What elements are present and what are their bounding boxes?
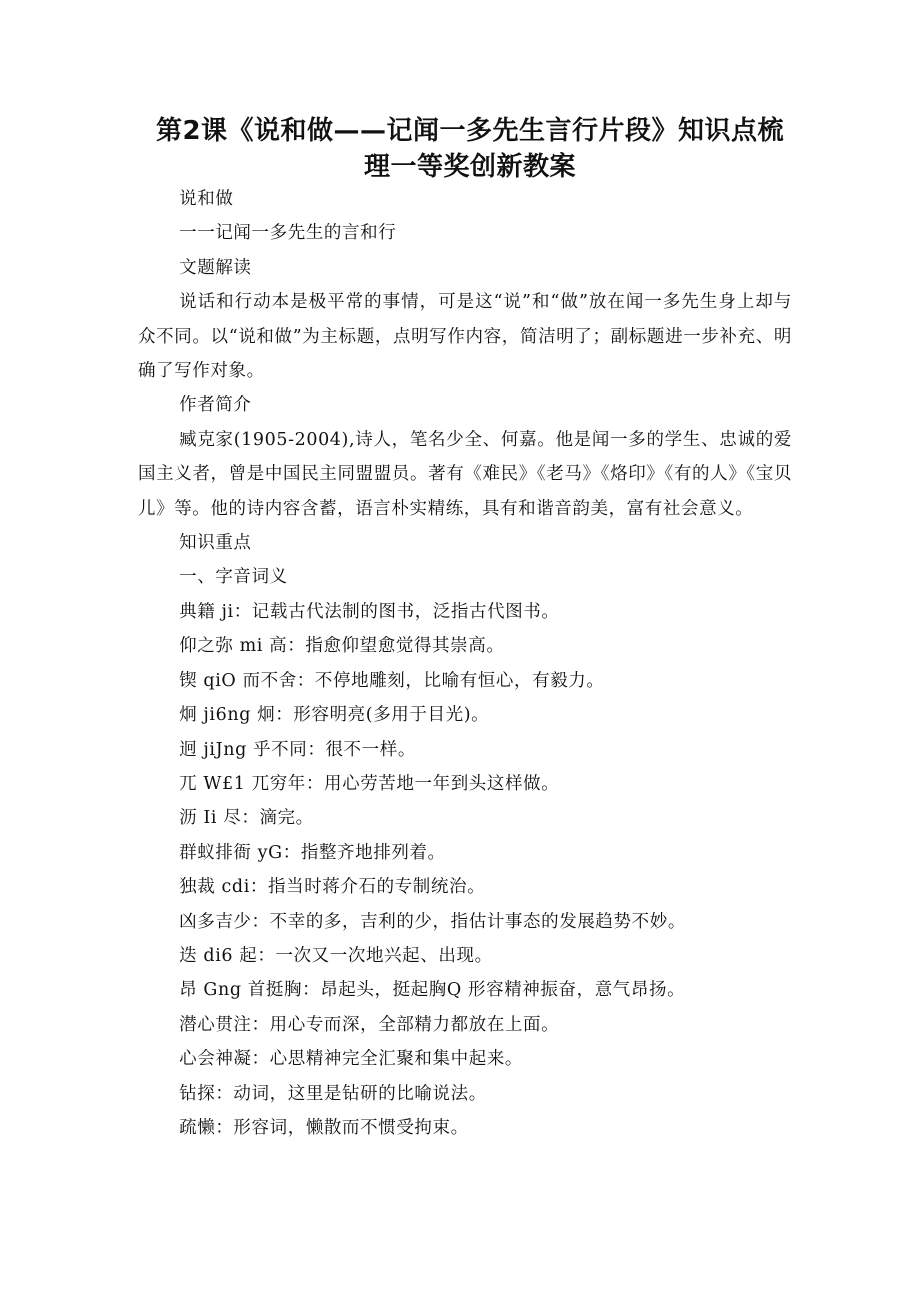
- vocab-item: 沥 Ii 尽：滴完。: [179, 808, 314, 829]
- section-heading-author-intro: 作者简介: [179, 395, 252, 416]
- section-heading-knowledge-points: 知识重点: [179, 533, 252, 554]
- vocab-item: 钻探：动词，这里是钻研的比喻说法。: [179, 1083, 487, 1104]
- document-title-line-2: 理一等奖创新教案: [363, 152, 576, 182]
- vocab-item: 群蚁排衙 yG：指整齐地排列着。: [179, 842, 446, 863]
- vocab-item: 迥 jiJng 乎不同：很不一样。: [179, 739, 416, 760]
- vocab-item: 炯 ji6ng 炯：形容明亮(多用于目光)。: [179, 705, 490, 726]
- document-body: [138, 182, 792, 1145]
- vocab-item: 兀 W£1 兀穷年：用心劳苦地一年到头这样做。: [179, 773, 560, 794]
- vocab-item: 心会神凝：心思精神完全汇聚和集中起来。: [179, 1049, 524, 1070]
- subheading-pronunciation-meaning: 一、字音词义: [179, 567, 288, 588]
- vocab-item: 潜心贯注：用心专而深，全部精力都放在上面。: [179, 1014, 560, 1035]
- vocab-item: 凶多吉少：不幸的多，吉利的少，指估计事态的发展趋势不妙。: [179, 911, 686, 932]
- vocab-item: 独裁 cdi：指当时蒋介石的专制统治。: [179, 877, 486, 898]
- section-heading-title-interpretation: 文题解读: [179, 257, 252, 278]
- vocab-item: 疏懒：形容词，懒散而不惯受拘束。: [179, 1117, 469, 1138]
- subtitle-line: 一一记闻一多先生的言和行: [179, 223, 397, 244]
- paragraph-title-interpretation: 说话和行动本是极平常的事情，可是这“说”和“做”放在闻一多先生身上却与众不同。以“说和做”为主标题，点明写作内容，简洁明了；副标题进一步补充、明确了写作对象。: [138, 292, 792, 382]
- document-title-line-1: 第2课《说和做——记闻一多先生言行片段》知识点梳: [155, 116, 785, 146]
- vocab-item: 昂 Gng 首挺胸：昂起头，挺起胸Q 形容精神振奋，意气昂扬。: [179, 980, 686, 1001]
- vocab-item: 仰之弥 mi 高：指愈仰望愈觉得其崇高。: [179, 636, 505, 657]
- heading-shuo-he-zuo: 说和做: [179, 189, 234, 209]
- vocab-item: 典籍 ji：记载古代法制的图书，泛指古代图书。: [179, 601, 560, 622]
- vocab-item: 迭 di6 起：一次又一次地兴起、出现。: [179, 945, 493, 966]
- vocab-item: 锲 qiO 而不舍：不停地雕刻，比喻有恒心，有毅力。: [179, 670, 605, 691]
- paragraph-author-intro: 臧克家(1905-2004),诗人，笔名少全、何嘉。他是闻一多的学生、忠诚的爱国主义者，曾是中国民主同盟盟员。著有《难民》《老马》《烙印》《有的人》《宝贝儿》等。他的诗内容含蓄，语言朴实精练，具有和谐音韵美，富有社会意义。: [138, 429, 792, 519]
